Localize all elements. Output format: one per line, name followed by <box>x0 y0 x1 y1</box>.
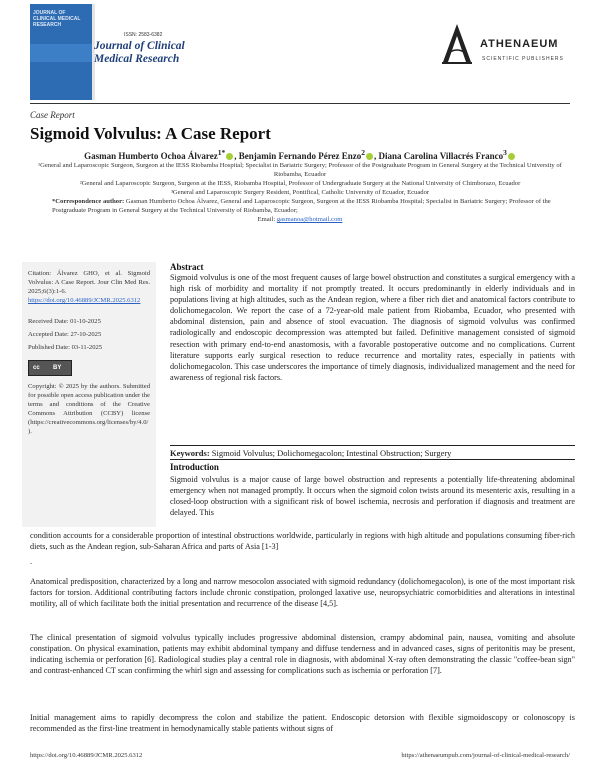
keywords-text: Sigmoid Volvulus; Dolichomegacolon; Intestinal Obstruction; Surgery <box>211 448 452 458</box>
copyright-text: Copyright: © 2025 by the authors. Submitted for possible open access publication under the terms and conditions of the Creative Commons Attribution (CCBY) license (https://creativecommons.org/licenses/by/4.0/). <box>28 383 150 435</box>
intro-paragraph-1-end: . <box>30 557 33 566</box>
orcid-icon[interactable] <box>366 153 373 160</box>
email-link[interactable]: gasmanoa@hotmail.com <box>276 216 343 223</box>
author-2: Benjamin Fernando Pérez Enzo <box>238 151 362 161</box>
intro-paragraph-3: The clinical presentation of sigmoid volvulus typically includes progressive abdominal distension, crampy abdominal pain, nausea, vomiting and absolute constipation. On physical examination, patients may exhibit abdominal tympany and diffuse tenderness and in advanced cases, signs of peritonitis may be present, indicating ischemia or perforation [6]. Radiological studies play a central role in diagnosis, with abdominal X-ray often demonstrating the classic "coffee-bean sign" and contrast-enhanced CT scan confirming the whirl sign and assessing for complications such as ischemia or perforation [7]. <box>30 633 575 676</box>
footer-journal-link[interactable]: https://athenaeumpub.com/journal-of-clinical-medical-research/ <box>401 752 570 759</box>
intro-paragraph-2: Anatomical predisposition, characterized by a long and narrow mesocolon associated with sigmoid redundancy (dolichomegacolon), is one of the most important risk factors for torsion. Additional contributing factors include chronic constipation, prolonged laxative use, neuropsychiatric comorbidities and alterations in intestinal motility, all of which facilitate both the initial presentation and recurrence of the disease [4,5]. <box>30 577 575 609</box>
citation-text: Citation: Álvarez GHO, et al. Sigmoid Volvulus: A Case Report. Jour Clin Med Res. 2025;6(3):1-6. <box>28 270 150 295</box>
publisher-name: ATHENAEUM <box>480 38 559 50</box>
intro-paragraph-1-part-1: Sigmoid volvulus is a major cause of large bowel obstruction and represents a potentially life-threatening abdominal emergency when not managed promptly. It occurs when the sigmoid colon twists around its mesenteric axis, resulting in a closed-loop obstruction with a significant risk of bowel ischemia, necrosis and perforation if diagnosis and treatment are delayed. This <box>170 475 575 518</box>
author-3-sup: 3 <box>503 148 507 157</box>
header-divider <box>30 103 570 104</box>
abstract-text: Sigmoid volvulus is one of the most frequent causes of large bowel obstruction and constitutes a surgical emergency with a high risk of morbidity and mortality if not promptly treated. It occurs predominantly in elderly individuals and in populations living at high altitudes, such as the Andean region, where a fiber rich diet and anatomical factors contribute to dolichomegacolon. We report the case of a 72-year-old male patient from Riobamba, Ecuador, who presented with abdominal distension, pain and absence of stool evacuation. The diagnosis of sigmoid volvulus was confirmed radiologically and endoscopic decompression was attempted but failed. Definitive management consisted of sigmoid resection with primary end-to-end anastomosis, with a favorable postoperative outcome and no complications. Current literature supports early surgical resection to reduce recurrence and mortality rates, especially in patients with dolichomegacolon. This case underscores the importance of timely diagnosis, individualized management and the need for awareness of regional risk factors. <box>170 273 575 382</box>
intro-paragraph-1-part-2: condition accounts for a considerable proportion of intestinal obstructions worldwide, particularly in regions with high altitude and populations consuming fiber-rich diets, such as the Andean region, sub-Saharan Africa and parts of Asia [1-3] <box>30 531 575 552</box>
citation-sidebar <box>22 262 156 527</box>
affiliation-1: ¹General and Laparoscopic Surgeon, Surgeon at the IESS Riobamba Hospital; Specialist in Bariatric Surgery; Professor of the Postgraduate Program in General Surgery at the Technical University of Riobamba, Ecuador <box>38 162 562 178</box>
correspondence <box>38 197 562 215</box>
author-2-sup: 2 <box>361 148 366 157</box>
intro-paragraph-4: Initial management aims to rapidly decompress the colon and stabilize the patient. Endoscopic detorsion with flexible sigmoidoscopy or colonoscopy is recommended as the first-line treatment in hemodynamically stable patients without signs of <box>30 713 575 734</box>
journal-cover-image <box>30 4 95 100</box>
doi-link[interactable]: https://doi.org/10.46889/JCMR.2025.6312 <box>28 297 141 304</box>
article-title: Sigmoid Volvulus: A Case Report <box>30 124 271 143</box>
athenaeum-logo-icon <box>440 22 474 66</box>
keywords <box>170 448 575 458</box>
author-1: Gasman Humberto Ochoa Álvarez <box>84 151 218 161</box>
cc-by-license-icon[interactable] <box>28 360 72 376</box>
published-date: Published Date: 03-11-2025 <box>28 344 103 351</box>
keywords-divider-top <box>170 445 575 446</box>
article-type: Case Report <box>30 110 75 120</box>
affiliations <box>38 161 562 224</box>
cc-left-text: cc <box>33 365 40 371</box>
journal-name-line2: Medical Research <box>94 53 180 65</box>
correspondence-text: Gasman Humberto Ochoa Álvarez, General and Laparoscopic Surgeon, Surgeon at the IESS Riobamba Hospital; Specialist in Bariatric Surgery; Professor of the Postgraduate Program in General Surgery at the Technical University of Riobamba, Ecuador; <box>52 198 551 214</box>
cover-band <box>30 44 92 62</box>
orcid-icon[interactable] <box>226 153 233 160</box>
email-line <box>38 215 562 224</box>
affiliation-2: ²General and Laparoscopic Surgeon, Surgeon at the IESS, Riobamba Hospital, Professor of Undergraduate Surgery at the National University of Chimborazo, Ecuador <box>79 180 521 187</box>
cover-title: JOURNAL OF CLINICAL MEDICAL RESEARCH <box>33 10 81 28</box>
author-3: Diana Carolina Villacrés Franco <box>378 151 504 161</box>
footer-doi-link[interactable]: https://doi.org/10.46889/JCMR.2025.6312 <box>30 752 143 759</box>
cc-right-text: BY <box>53 365 62 371</box>
introduction-heading: Introduction <box>170 462 219 472</box>
email-label: Email: <box>257 216 276 223</box>
journal-name-line1: Journal of Clinical <box>94 40 185 52</box>
abstract-heading: Abstract <box>170 262 204 272</box>
keywords-divider-bottom <box>170 459 575 460</box>
correspondence-label: *Correspondence author: <box>52 198 125 205</box>
affiliation-3: ³General and Laparoscopic Surgery Resident, Pontifical, Catholic University of Ecuador, Ecuador <box>170 189 430 196</box>
author-1-sup: 1* <box>217 148 226 157</box>
issn: ISSN: 2583-6382 <box>124 32 163 38</box>
keywords-label: Keywords: <box>170 448 210 458</box>
accepted-date: Accepted Date: 27-10-2025 <box>28 331 102 338</box>
journal-name <box>94 40 185 66</box>
author-list: Gasman Humberto Ochoa Álvarez$^{1*}$ , Benjamin Fernando Pérez Enzo$^2$ , Diana Carolina Villacrés Franco$^3$ <box>0 148 600 161</box>
publisher-subtitle: SCIENTIFIC PUBLISHERS <box>482 56 564 62</box>
received-date: Received Date: 01-10-2025 <box>28 318 101 325</box>
orcid-icon[interactable] <box>508 153 515 160</box>
